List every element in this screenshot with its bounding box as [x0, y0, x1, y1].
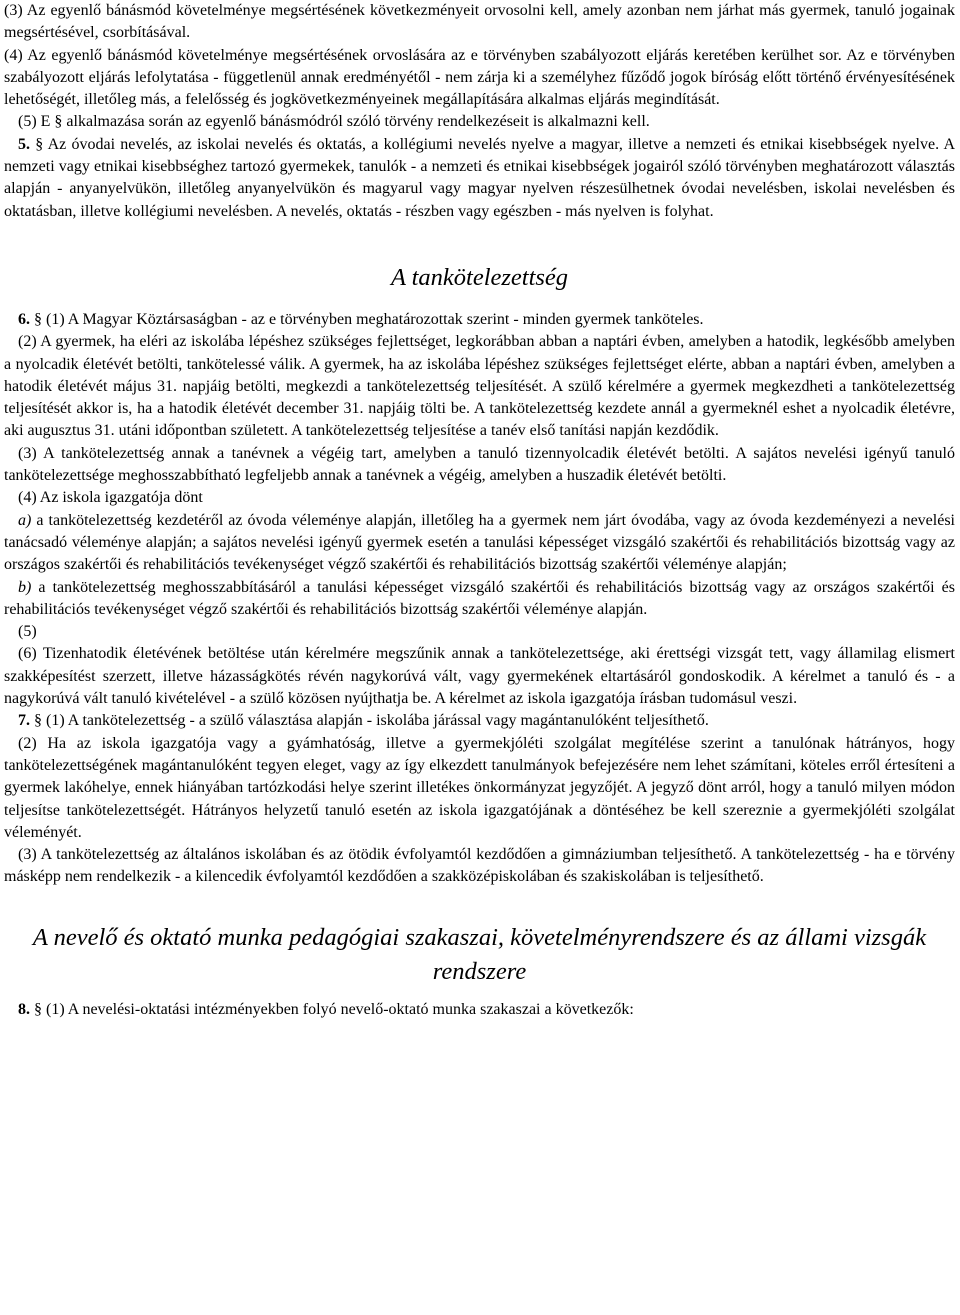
section-7-1-text: (1) A tankötelezettség - a szülő választása alapján - iskolába járással vagy magántanulóként teljesíthető. — [46, 712, 709, 730]
section-8 — [4, 999, 955, 1021]
point-label: a) — [18, 511, 32, 529]
paragraph-4-5: (5) E § alkalmazása során az egyenlő bánásmódról szóló törvény rendelkezéseit is alkalmazni kell. — [18, 113, 650, 131]
point-a-text: a tankötelezettség kezdetéről az óvoda véleménye alapján, illetőleg ha a gyermek nem járt óvodába, vagy az óvoda kezdeményezi a nevelési tanácsadó véleménye alapján; a sajátos nevelési igényű gyermek esetén a tanulási képességet vizsgáló szakértői és rehabilitációs bizottság vagy az országos szakértői és rehabilitációs tevékenységet végző szakértői és rehabilitációs bizottság szakértői véleménye alapján; — [4, 511, 955, 574]
paragraph-6-6: (6) Tizenhatodik életévének betöltése után kérelmére megszűnik annak a tankötelezettsége, aki érettségi vizsgát tett, vagy államilag elismert szakképesítést szerzett, illetve házasságkötés révén nagykorúvá vált, vagy gyermekének eltartásáról gondoskodik. A kérelmet a tanuló és - a nagykorúvá vált tanuló kivételével - a szülő közösen nyújthatja be. A kérelmet az iskola igazgatója írásban tudomásul veszi. — [4, 645, 955, 708]
section-number: 5. — [18, 135, 30, 153]
section-5-text: Az óvodai nevelés, az iskolai nevelés és oktatás, a kollégiumi nevelés nyelve a magyar, illetve a nemzeti és etnikai kisebbségek nyelve. A nemzeti vagy etnikai kisebbséghez tartozó gyermekek, tanulók - a nemzeti és etnikai kisebbségek jogairól szóló törvényben meghatározott választás alapján - anyanyelvükön, illetőleg anyanyelvükön és magyarul vagy magyar nyelven részesülhetnek óvodai nevelésben, iskolai nevelésben és oktatásban, illetve kollégiumi nevelésben. A nevelés, oktatás - részben vagy egészben - más nyelven is folyhat. — [4, 135, 955, 220]
point-label: b) — [18, 578, 32, 596]
paragraph-7-3: (3) A tankötelezettség az általános iskolában és az ötödik évfolyamtól kezdődően a gimnáziumban teljesíthető. A tankötelezettség - ha e törvény másképp nem rendelkezik - a kilencedik évfolyamtól kezdődően a szakközépiskolában és szakiskolában is teljesíthető. — [4, 846, 955, 886]
point-b-text: a tankötelezettség meghosszabbításáról a tanulási képességet vizsgáló szakértői és rehabilitációs bizottság vagy az országos szakértői és rehabilitációs tevékenységet végző szakértői és rehabilitációs bizottság szakértői véleménye alapján. — [4, 578, 955, 618]
heading-tankotelezettseg: A tankötelezettség — [390, 263, 569, 291]
section-number: 7. — [18, 712, 30, 730]
paragraph-4-4: (4) Az egyenlő bánásmód követelménye megsértésének orvoslására az e törvényben szabályozott eljárás keretében kerülhet sor. Az e törvényben szabályozott eljárás lefolytatása - függetlenül annak eredményétől - nem zárja ki a személyhez fűződő jogok bíróság előtt történő érvényesítésének lehetőségét, illetőleg más, a felelősség és jogkövetkezményeinek megállapítására alkalmas eljárás megindítását. — [4, 46, 955, 109]
paragraph-6-2: (2) A gyermek, ha eléri az iskolába lépéshez szükséges fejlettséget, legkorábban abban a naptári évben, amelyben a hatodik, legkésőbb amelyben a nyolcadik életévét betölti, tankötelessé válik. A gyermek, ha az iskolába lépéshez szükséges fejlettséget elérte, abban a naptári évben, amelyben a hatodik életévét május 31. napjáig betölti, megkezdi a tankötelezettség teljesítését. A szülő kérelmére a gyermek megkezdheti a tankötelezettség teljesítését akkor is, ha a hatodik életévét december 31. napjáig tölti be. A tankötelezettség kezdete annál a gyermeknél eshet a nyolcadik életévre, aki augusztus 31. utáni időpontban született. A tankötelezettség teljesítése a tanév első tanítási napján kezdődik. — [4, 333, 955, 440]
paragraph-6-4-a — [4, 510, 955, 577]
section-sign: § — [30, 1000, 46, 1018]
section-number: 6. — [18, 310, 30, 328]
section-6 — [4, 309, 955, 331]
paragraph-4-3: (3) Az egyenlő bánásmód követelménye megsértésének következményeit orvosolni kell, amely azonban nem járhat más gyermek, tanuló jogainak megsértésével, csorbításával. — [4, 2, 955, 42]
section-8-1-text: (1) A nevelési-oktatási intézményekben folyó nevelő-oktató munka szakaszai a következők: — [46, 1000, 634, 1018]
section-sign: § — [30, 135, 48, 153]
section-6-1-text: (1) A Magyar Köztársaságban - az e törvényben meghatározottak szerint - minden gyermek tanköteles. — [46, 310, 704, 328]
paragraph-6-5: (5) — [18, 623, 37, 641]
section-number: 8. — [18, 1000, 30, 1018]
section-sign: § — [30, 712, 46, 730]
paragraph-6-3: (3) A tankötelezettség annak a tanévnek a végéig tart, amelyben a tanuló tizennyolcadik életévét betölti. A sajátos nevelési igényű tanuló tankötelezettsége meghosszabbítható legfeljebb annak a tanévnek a végéig, amelyben a huszadik életévét betölti. — [4, 444, 955, 485]
section-5 — [4, 134, 955, 223]
paragraph-6-4-b — [4, 577, 955, 622]
section-7 — [4, 710, 955, 732]
heading-pedagogiai-szakaszok: A nevelő és oktató munka pedagógiai szakaszai, követelményrendszere és az állami vizsgák rendszere — [32, 923, 927, 985]
paragraph-7-2: (2) Ha az iskola igazgatója vagy a gyámhatóság, illetve a gyermekjóléti szolgálat megítélése szerint a tanulónak hátrányos, hogy tankötelezettségének magántanulóként tegyen eleget, vagy az így elkezdett tanulmányok befejezésére nem lehet számítani, köteles erről értesíteni a gyermek lakóhelye, ennek hiányában tartózkodási helye szerint illetékes önkormányzat jegyzőjét. A jegyző dönt arról, hogy a tanuló milyen módon teljesítse tankötelezettségét. Hátrányos helyzetű tanuló esetén az iskola igazgatójának a döntéséhez be kell szereznie a gyermekjóléti szolgálat véleményét. — [4, 734, 955, 841]
paragraph-6-4: (4) Az iskola igazgatója dönt — [18, 489, 203, 507]
section-sign: § — [30, 310, 46, 328]
